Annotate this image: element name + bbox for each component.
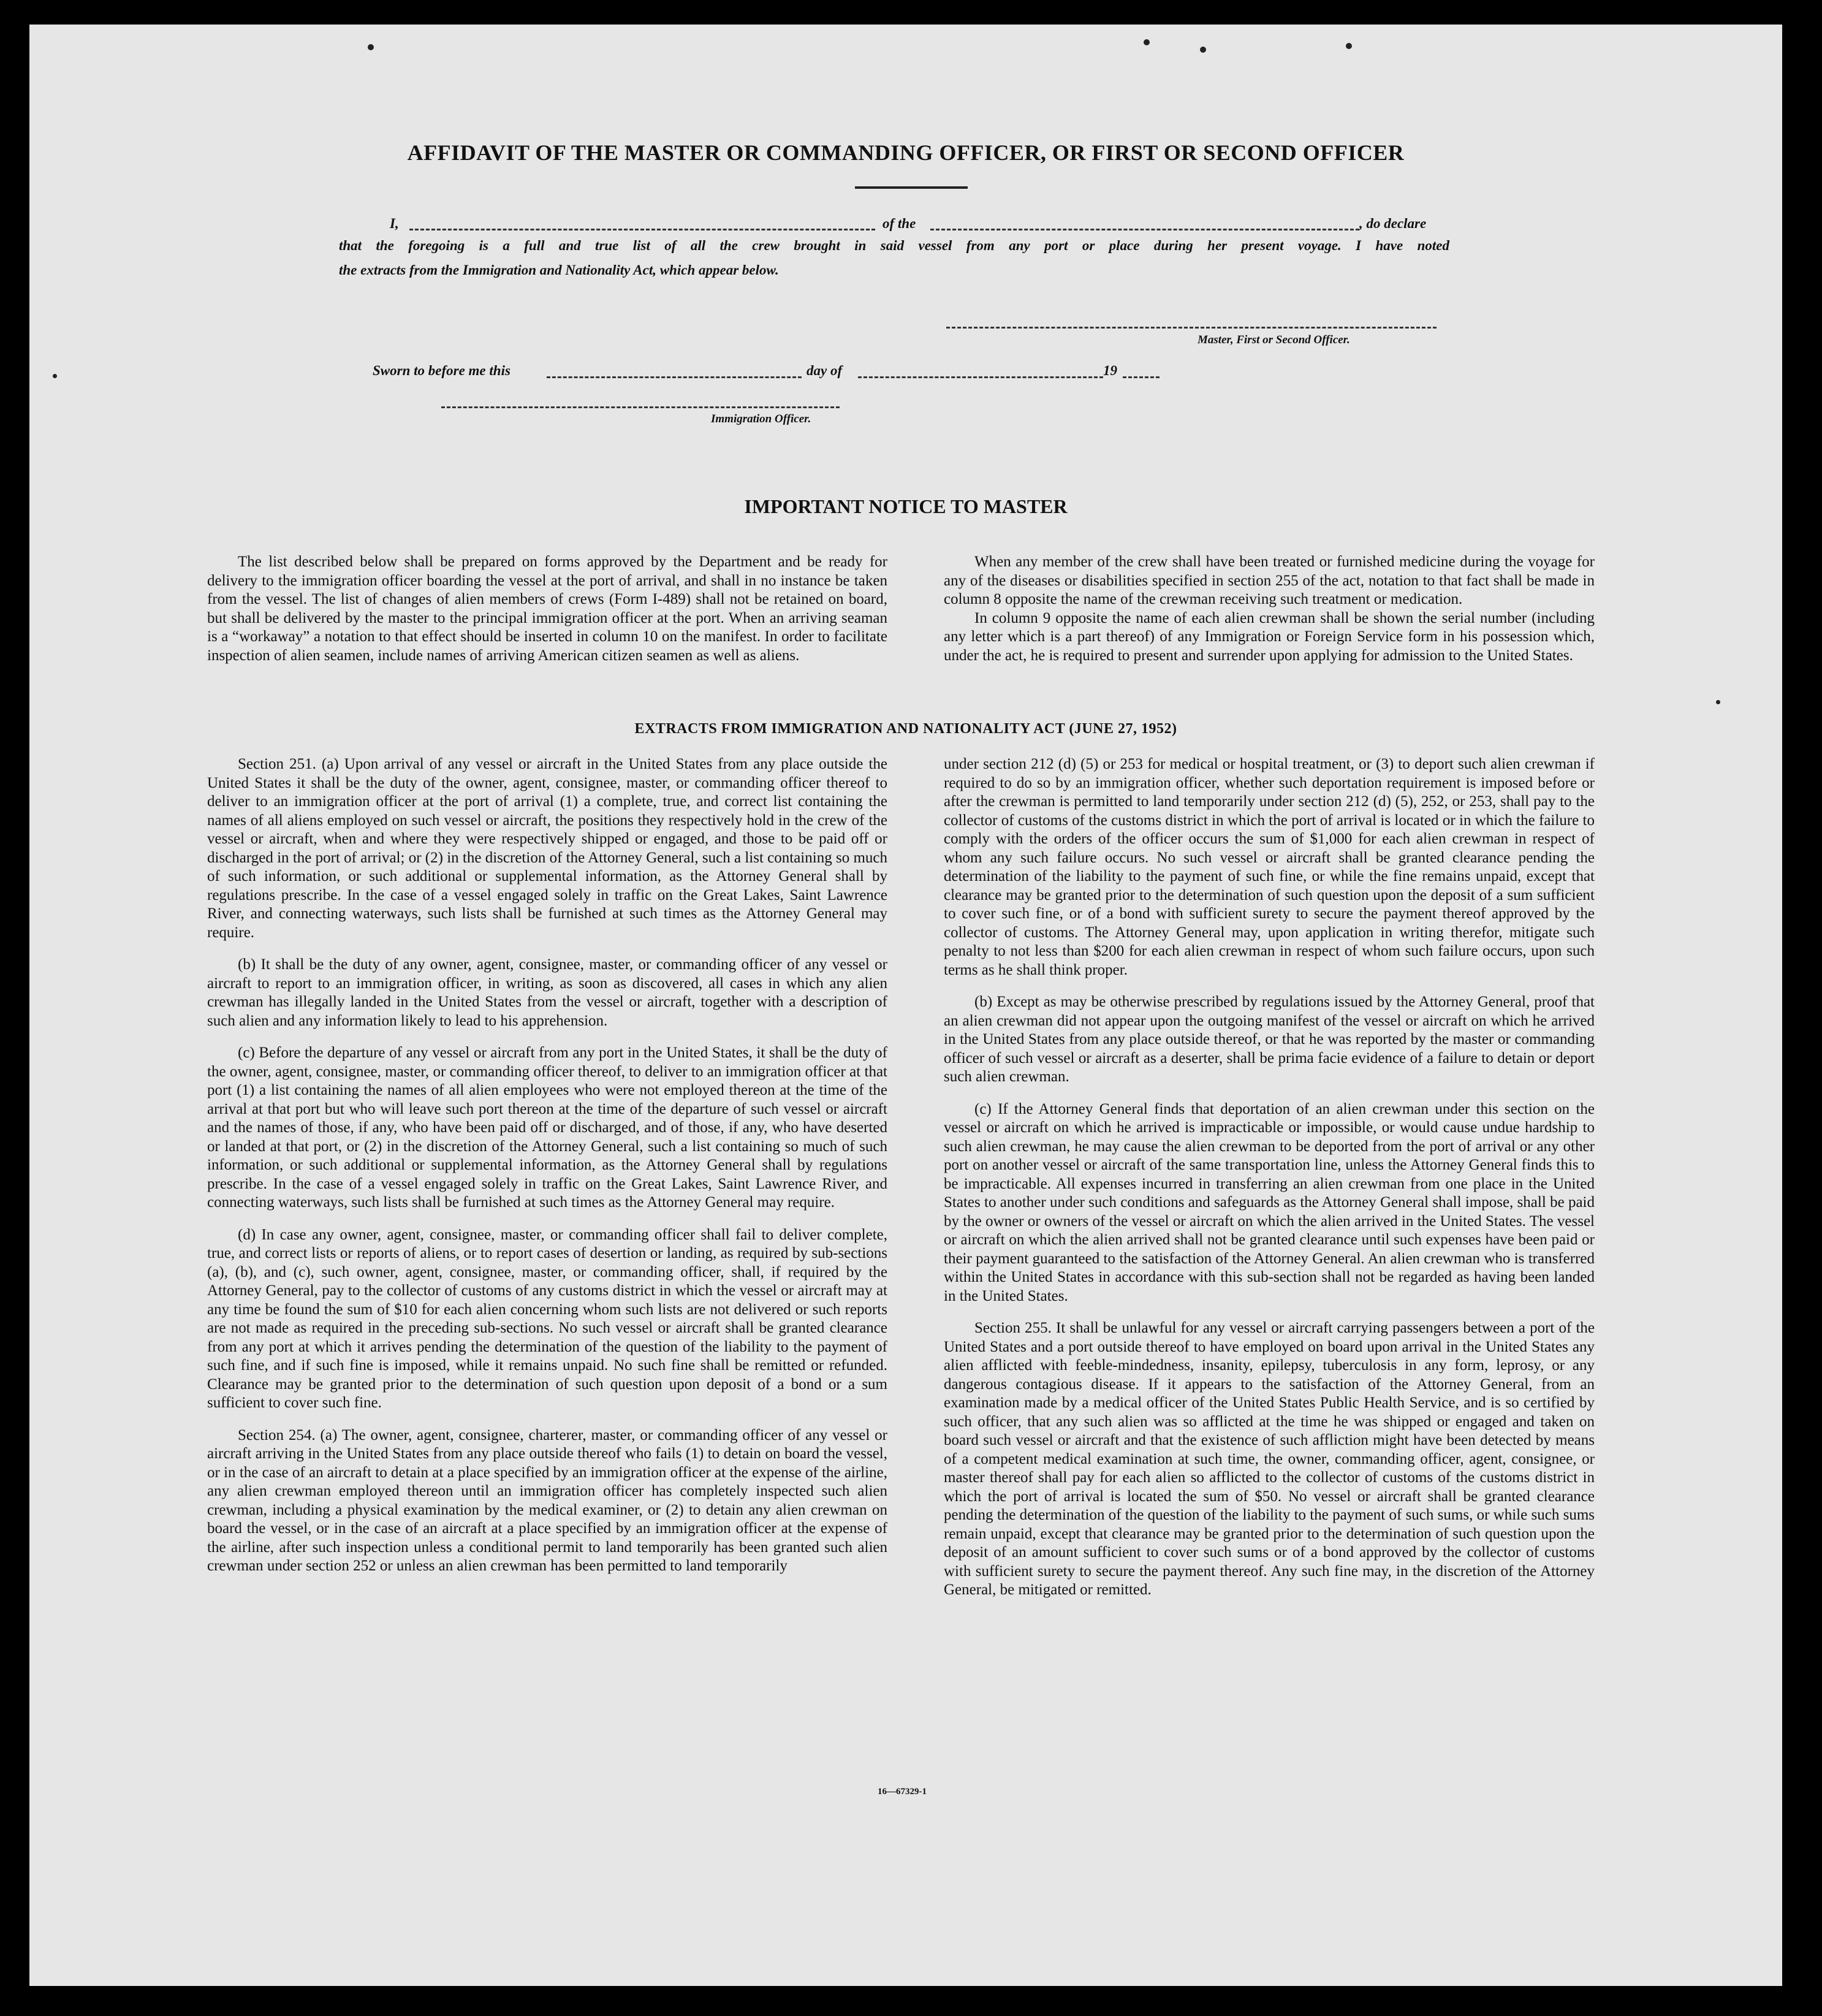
extract-paragraph: Section 251. (a) Upon arrival of any vessel or aircraft in the United States from any place outside the United States it shall be the duty of the owner, agent, consignee, master, or commanding officer thereof to deliver to an immigration officer at the port of arrival (1) a complete, true, and correct list containing the names of all aliens employed on such vessel or aircraft, the positions they respectively hold in the crew of the vessel or aircraft, when and where they were respectively shipped or engaged, and those to be paid off or discharged in the port of arrival; or (2) in the discretion of the Attorney General, such a list containing so much of such information, or such additional or supplemental information, as the Attorney General shall by regulations prescribe. In the case of a vessel engaged solely in traffic on the Great Lakes, Saint Lawrence River, and connecting waterways, such lists shall be furnished at such times as the Attorney General may require. (207, 756, 887, 941)
year-line[interactable] (1123, 376, 1160, 378)
extract-paragraph: (b) Except as may be otherwise prescribed by regulations issued by the Attorney General, proof that an alien crewman did not appear upon the outgoing manifest of the vessel or aircraft on which he arrived in the United States from any place outside thereof, or that he was reported by the master or commanding officer of such vessel or aircraft as a deserter, shall be prima facie evidence of a failure to detain or deport such alien crewman. (944, 994, 1595, 1085)
declarant-name-line[interactable] (409, 229, 875, 230)
sworn-month-line[interactable] (858, 376, 1103, 378)
scan-speck (1716, 700, 1720, 704)
notice-title: IMPORTANT NOTICE TO MASTER (744, 495, 1068, 517)
extract-paragraph: Section 254. (a) The owner, agent, consignee, charterer, master, or commanding officer of any vessel or aircraft arriving in the United States from any place outside thereof who fails (1) to detain on board the vessel, or in the case of an aircraft to detain at a place specified by an immigration officer at the expense of the airline, any alien crewman employed thereon until an immigration officer has completely inspected such alien crewman, including a physical examination by the medical examiner, or (2) to detain any alien crewman on board the vessel, or in the case of an aircraft at a place specified by an immigration officer at the expense of the airline, after such inspection unless a conditional permit to land temporarily has been granted such alien crewman under section 252 or unless an alien crewman has been permitted to land temporarily (207, 1426, 887, 1574)
title-rule (855, 186, 968, 189)
extract-paragraph: under section 212 (d) (5) or 253 for medical or hospital treatment, or (3) to deport such alien crewman if required to do so by an immigration officer, whether such deportation requirement is imposed before or after the crewman is permitted to land temporarily under section 212 (d) (5), 252, or 253, shall pay to the collector of customs of the customs district in which the port of arrival is located or in which the failure to comply with the orders of the officer occurs the sum of $1,000 for each alien crewman in respect of whom any such failure occurs. No such vessel or aircraft shall be granted clearance pending the determination of the liability to the payment of such fine, or while the fine remains unpaid, except that clearance may be granted prior to the determination of such question upon the deposit of a sum sufficient to cover such fine, or of a bond with sufficient surety to secure the payment thereof approved by the collector of customs. The Attorney General may, upon application in writing therefor, mitigate such penalty to not less than $200 for each alien crewman in respect of whom such failure occurs, upon such terms as he shall think proper. (944, 756, 1595, 978)
scan-speck (1144, 39, 1150, 45)
affidavit-title: AFFIDAVIT OF THE MASTER OR COMMANDING OFFICER, OR FIRST OR SECOND OFFICER (407, 140, 1405, 165)
day-of-label: day of (807, 363, 843, 378)
master-signature-line[interactable] (946, 327, 1437, 329)
scan-speck (53, 374, 57, 378)
extracts-title: EXTRACTS FROM IMMIGRATION AND NATIONALITY ACT (JUNE 27, 1952) (634, 721, 1177, 737)
immigration-officer-label: Immigration Officer. (711, 413, 811, 425)
extract-paragraph: Section 255. It shall be unlawful for any vessel or aircraft carrying passengers between a port of the United States and a port outside thereof to have employed on board upon arrival in the United States any alien afflicted with feeble-mindedness, insanity, epilepsy, tuberculosis in any form, leprosy, or any dangerous contagious disease. If it appears to the satisfaction of the Attorney General, from an examination made by a medical officer of the United States Public Health Service, and is so certified by such officer, that any such alien was so afflicted at the time he was shipped or engaged and taken on board such vessel or aircraft and that the existence of such affliction might have been detected by means of a competent medical examination at such time, the owner, commanding officer, agent, consignee, or master thereof shall pay for each alien so afflicted to the collector of customs of the customs district in which the port of arrival is located the sum of $50. No vessel or aircraft shall be granted clearance pending the determination of the question of the liability to the payment of such sums, or while such sums remain unpaid, except that clearance may be granted prior to the determination of such question upon the deposit of an amount sufficient to cover such sums or of a bond approved by the collector of customs with sufficient surety to secure the payment thereof. Any such fine may, in the discretion of the Attorney General, be mitigated or remitted. (944, 1320, 1595, 1598)
form-code: 16—67329-1 (878, 1787, 927, 1797)
sworn-label: Sworn to before me this (373, 363, 511, 378)
extract-paragraph: (b) It shall be the duty of any owner, agent, consignee, master, or commanding officer of any vessel or aircraft to report to an immigration officer, in writing, as soon as discovered, all cases in which any alien crewman has illegally landed in the United States from the vessel or aircraft, together with a description of such alien and any information likely to lead to his apprehension. (207, 956, 887, 1029)
year-label: 19 (1103, 363, 1117, 378)
notice-right-column (944, 553, 1595, 665)
extracts-right-column (944, 755, 1595, 1600)
declaration-line-3: the extracts from the Immigration and Nationality Act, which appear below. (339, 262, 779, 278)
immigration-officer-signature-line[interactable] (441, 406, 840, 408)
extracts-left-column (207, 755, 887, 1576)
scan-speck (1346, 43, 1352, 49)
vessel-name-line[interactable] (930, 229, 1359, 230)
do-declare-label: , do declare (1359, 216, 1427, 231)
declarant-label: I, (390, 216, 399, 231)
notice-paragraph: In column 9 opposite the name of each alien crewman shall be shown the serial number (including any letter which is a part thereof) of any Immigration or Foreign Service form in his possession which, under the act, he is required to present and surrender upon applying for admission to the United States. (944, 609, 1595, 664)
notice-paragraph: The list described below shall be prepared on forms approved by the Department and be ready for delivery to the immigration officer boarding the vessel at the port of arrival, and shall in no instance be taken from the vessel. The list of changes of alien members of crews (Form I-489) shall not be retained on board, but shall be delivered by the master to the principal immigration officer at the port. When an arriving seaman is a “workaway” a notation to that effect should be inserted in column 10 on the manifest. In order to facilitate inspection of alien seamen, include names of arriving American citizen seamen as well as aliens. (207, 553, 887, 664)
extract-paragraph: (c) If the Attorney General finds that deportation of an alien crewman under this section on the vessel or aircraft on which he arrived is impracticable or impossible, or would cause undue hardship to such alien crewman, he may cause the alien crewman to be deported from the port of arrival or any other port on another vessel or aircraft of the same transportation line, unless the Attorney General finds this to be impracticable. All expenses incurred in transferring an alien crewman from one place in the United States to another under such conditions and safeguards as the Attorney General shall impose, shall be paid by the owner or owners of the vessel or aircraft on which the alien arrived in the United States. The vessel or aircraft on which the alien arrived shall not be granted clearance until such expenses have been paid or their payment guaranteed to the satisfaction of the Attorney General. An alien crewman who is transferred within the United States in accordance with this sub-section shall not be regarded as having been landed in the United States. (944, 1100, 1595, 1304)
scan-speck (368, 44, 374, 50)
extract-paragraph: (c) Before the departure of any vessel or aircraft from any port in the United States, it shall be the duty of the owner, agent, consignee, master, or commanding officer thereof, to deliver to an immigration officer at that port (1) a list containing the names of all alien employees who were not employed thereon at the time of the arrival at that port but who will leave such port thereon at the time of the departure of such vessel or aircraft and the names of those, if any, who have been paid off or discharged, and of those, if any, who have deserted or landed at that port, or (2) in the discretion of the Attorney General, such a list containing so much of such information, or such additional or supplemental information, as the Attorney General shall by regulations prescribe. In the case of a vessel engaged solely in traffic on the Great Lakes, Saint Lawrence River, and connecting waterways, such lists shall be furnished at such times as the Attorney General may require. (207, 1044, 887, 1211)
document-page (29, 25, 1782, 1986)
scan-speck (1200, 47, 1206, 53)
extract-paragraph: (d) In case any owner, agent, consignee, master, or commanding officer shall fail to deliver complete, true, and correct lists or reports of aliens, or to report cases of desertion or landing, as required by sub-sections (a), (b), and (c), such owner, agent, consignee, master, or commanding officer, shall, if required by the Attorney General, pay to the collector of customs of any customs district in which the vessel or aircraft may at any time be found the sum of $10 for each alien concerning whom such lists are not delivered or such reports are not made as required in the preceding sub-sections. No such vessel or aircraft shall be granted clearance from any port at which it arrives pending the determination of the question of the liability to the payment of such fine, and if such fine is imposed, while it remains unpaid. No such fine shall be remitted or refunded. Clearance may be granted prior to the determination of such question upon deposit of a bond or a sum sufficient to cover such fine. (207, 1226, 887, 1411)
vessel-of-label: of the (883, 216, 916, 231)
master-signature-label: Master, First or Second Officer. (1198, 333, 1350, 346)
notice-left-column (207, 553, 887, 665)
declaration-line-2: that the foregoing is a full and true list of all the crew brought in said vessel from any port or place during her present voyage. I have noted (339, 238, 1449, 253)
notice-paragraph: When any member of the crew shall have been treated or furnished medicine during the voyage for any of the diseases or disabilities specified in section 255 of the act, notation to that fact shall be made in column 8 opposite the name of the crewman receiving such treatment or medication. (944, 553, 1595, 607)
sworn-date-line[interactable] (547, 376, 802, 378)
